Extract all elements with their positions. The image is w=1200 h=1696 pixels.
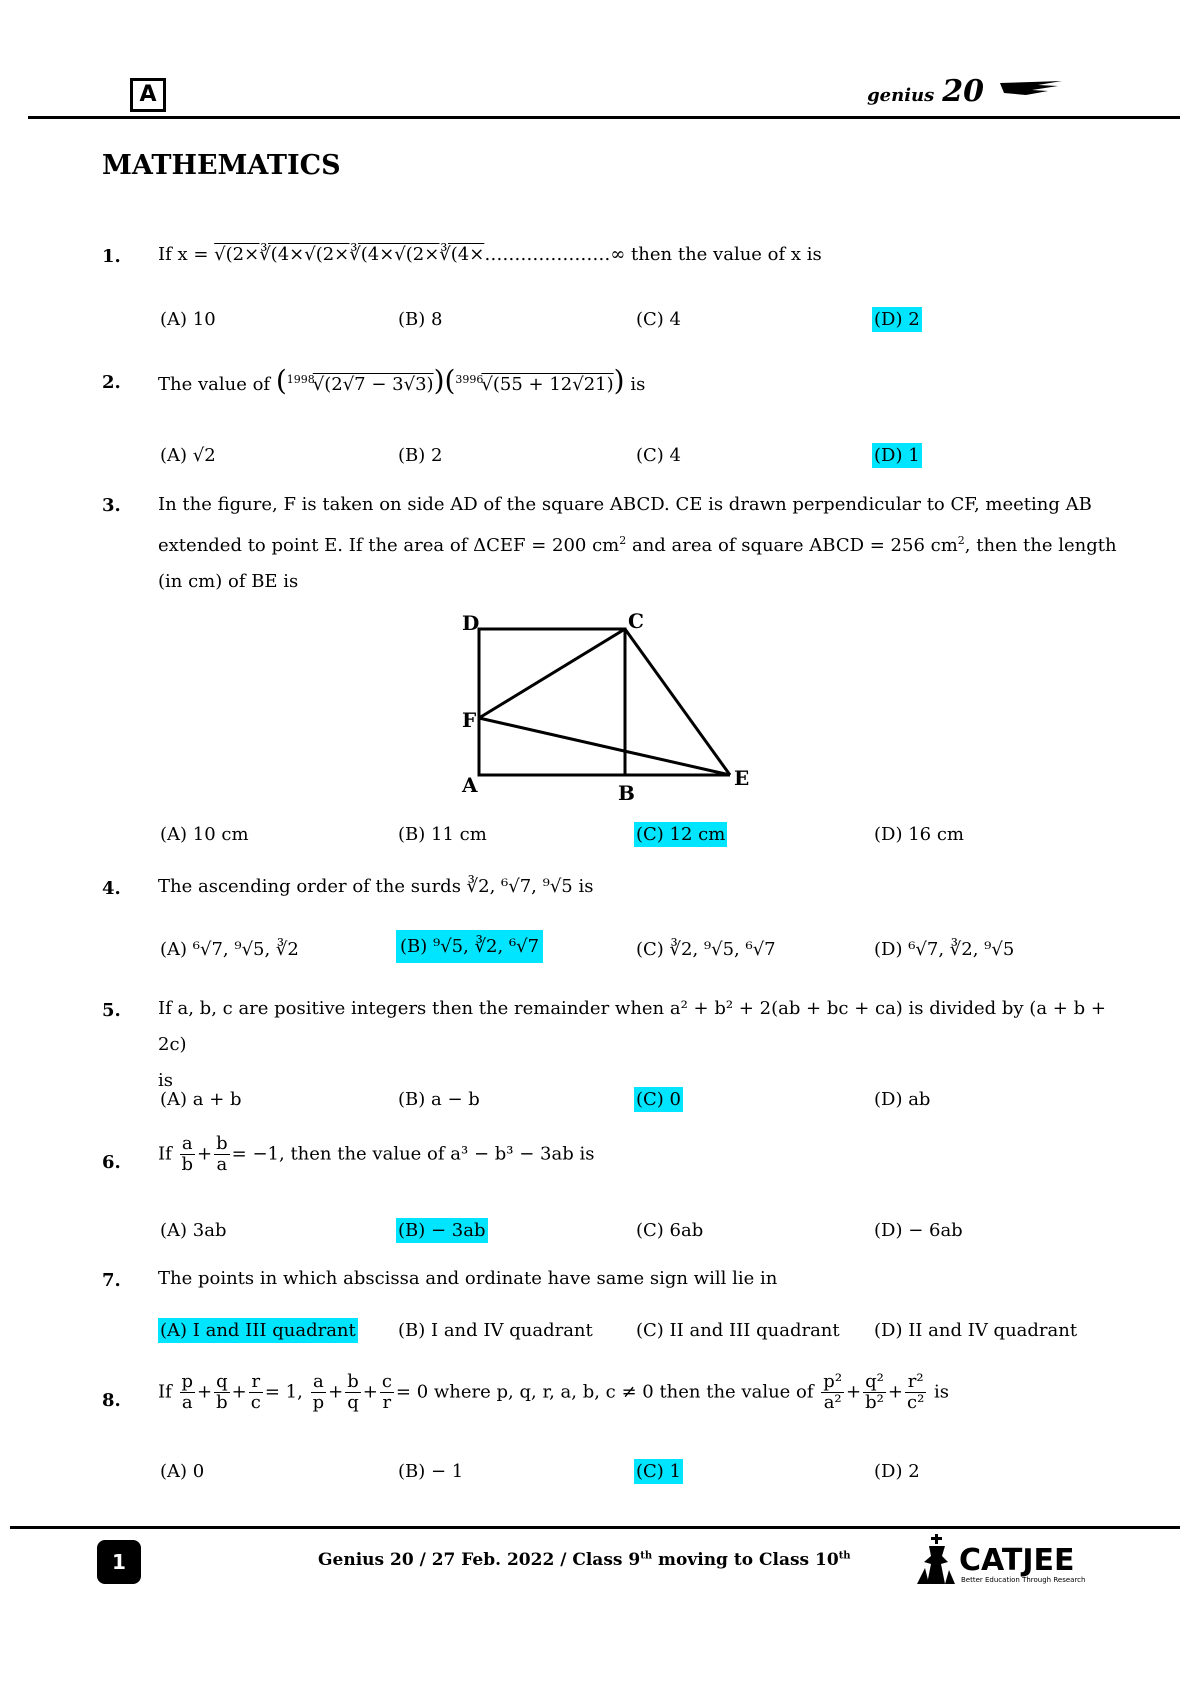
question-6-text (158, 1134, 1118, 1175)
logo-text: CATJEE (959, 1543, 1075, 1578)
q8-frac-a-p (311, 1372, 327, 1413)
q3-option-b[interactable]: (B) 11 cm (398, 824, 487, 845)
q8-f1t: p (181, 1371, 194, 1392)
q8-h2b: b² (865, 1391, 884, 1413)
q6-option-b[interactable]: (B) − 3ab (398, 1220, 486, 1241)
q4-option-c[interactable]: (C) ∛2, ⁹√5, ⁶√7 (636, 939, 776, 960)
q3-l2d: 2 (957, 534, 965, 547)
footer-text-a: Genius 20 / 27 Feb. 2022 / Class 9 (318, 1550, 641, 1570)
q7-option-d[interactable]: (D) II and IV quadrant (874, 1320, 1078, 1341)
q4-option-b[interactable]: (B) ⁹√5, ∛2, ⁶√7 (396, 930, 543, 963)
footer-sup-2: th (838, 1550, 851, 1562)
q6-fb-bot: a (216, 1153, 228, 1175)
question-4-number: 4. (102, 878, 121, 899)
question-1-number: 1. (102, 246, 121, 267)
q6-pre: If (158, 1143, 178, 1165)
question-7-number: 7. (102, 1270, 121, 1291)
question-8-number: 8. (102, 1390, 121, 1411)
q8-f2t: q (216, 1371, 228, 1392)
q8-pre: If (158, 1381, 178, 1403)
q6-post: = −1, then the value of a³ − b³ − 3ab is (231, 1143, 595, 1165)
q8-g3t: c (381, 1371, 392, 1392)
q8-frac-r-c (249, 1372, 263, 1413)
footer-sup-1: th (640, 1550, 653, 1562)
question-2-text (158, 362, 1118, 403)
catjee-logo (915, 1530, 1105, 1590)
q4-option-a[interactable]: (A) ⁶√7, ⁹√5, ∛2 (160, 939, 299, 960)
header-rule (28, 116, 1180, 119)
q3-l2e: , then the length (964, 535, 1117, 556)
q8-f3t: r (249, 1372, 263, 1393)
q5-line-2: is (158, 1070, 173, 1091)
q8-g1t: a (311, 1372, 327, 1393)
q8-frac-q-b (214, 1372, 230, 1413)
label-f: F (462, 708, 477, 732)
q8-g2t: b (347, 1371, 359, 1392)
q8-frac-r2-c2 (905, 1372, 926, 1413)
q8-f3b: c (250, 1391, 261, 1413)
q6-option-d[interactable]: (D) − 6ab (874, 1220, 963, 1241)
q8-h1b: a² (823, 1391, 842, 1413)
q5-option-d[interactable]: (D) ab (874, 1089, 931, 1110)
q3-line-2 (158, 523, 1118, 564)
question-4-text: The ascending order of the surds ∛2, ⁶√7, ⁹√5 is (158, 876, 594, 897)
subject-title: MATHEMATICS (102, 150, 341, 181)
q6-frac-b-over-a (214, 1134, 230, 1175)
q2-option-d[interactable]: (D) 1 (874, 445, 920, 466)
question-3-number: 3. (102, 495, 121, 516)
q2-paren-close: ) (613, 364, 625, 397)
q1-option-c[interactable]: (C) 4 (636, 309, 681, 330)
q8-post: is (934, 1381, 950, 1403)
set-badge: A (130, 78, 166, 112)
q8-frac-q2-b2 (863, 1372, 886, 1413)
footer-rule (10, 1526, 1180, 1529)
q8-h2t: q² (865, 1371, 884, 1392)
q1-option-d[interactable]: (D) 2 (874, 309, 920, 330)
label-e: E (734, 766, 750, 790)
square-figure (440, 600, 760, 810)
q8-h3t: r² (905, 1372, 926, 1393)
q6-fa-bot: b (181, 1153, 194, 1175)
page-number: 1 (97, 1540, 141, 1584)
question-7-text: The points in which abscissa and ordinate have same sign will lie in (158, 1268, 778, 1289)
q8-h1t: p² (823, 1371, 843, 1392)
q8-option-c[interactable]: (C) 1 (636, 1461, 681, 1482)
q1-radical: √(2×∛(4×√(2×∛(4×√(2×∛(4× (214, 244, 485, 265)
label-a: A (462, 773, 478, 797)
q2-option-c[interactable]: (C) 4 (636, 445, 681, 466)
q8-h3b: c² (906, 1391, 925, 1413)
q8-f2b: b (216, 1391, 228, 1413)
q2-pre: The value of (158, 374, 276, 395)
q3-l2b: 2 (619, 534, 627, 547)
label-d: D (462, 611, 480, 635)
q8-frac-p2-a2 (821, 1372, 844, 1413)
q2-radical-1: √(2√7 − 3√3) (312, 374, 434, 395)
q2-paren-open: ( (275, 364, 287, 397)
q2-paren-mid: )( (433, 364, 456, 397)
q8-frac-c-r (380, 1372, 394, 1413)
q8-g2b: q (347, 1391, 359, 1413)
q3-l2a: extended to point E. If the area of ΔCEF = 200 cm (158, 535, 620, 556)
genius-brand (867, 74, 1064, 109)
q5-option-c[interactable]: (C) 0 (636, 1089, 681, 1110)
q5-line-1: If a, b, c are positive integers then the remainder when a² + b² + 2(ab + bc + ca) is divided by (a + b + 2c) (158, 998, 1106, 1055)
q6-option-a[interactable]: (A) 3ab (160, 1220, 227, 1241)
q3-option-a[interactable]: (A) 10 cm (160, 824, 249, 845)
question-8-text: If $\frac{p}{a}$ + $\frac{q}{b}$ + $\frac{r}{c}$ = 1, $\frac{a}{p}$ + $\frac{b}{q}$ + $\frac{c}{r}$ = 0 where p, q, r, a, b, c ≠ 0 then the value of $\frac{\text{p²}}{\text{a²}}$ + $\frac{\text{q²}}{\text{b²}}$ + $\frac{\text{r²}}{\text{c²}}$ is (158, 1371, 950, 1413)
q2-option-a[interactable]: (A) √2 (160, 445, 216, 466)
q6-option-c[interactable]: (C) 6ab (636, 1220, 704, 1241)
question-5-text (158, 991, 1118, 1099)
q3-line-3: (in cm) of BE is (158, 571, 299, 592)
q8-frac-p-a (180, 1372, 196, 1413)
q7-option-b[interactable]: (B) I and IV quadrant (398, 1320, 593, 1341)
q7-option-c[interactable]: (C) II and III quadrant (636, 1320, 840, 1341)
q8-frac-b-q (345, 1372, 361, 1413)
q3-l2c: and area of square ABCD = 256 cm (626, 535, 958, 556)
q5-option-a[interactable]: (A) a + b (160, 1089, 242, 1110)
question-3-text (158, 487, 1118, 600)
q2-index-1: 1998 (286, 373, 315, 386)
q4-option-d[interactable]: (D) ⁶√7, ∛2, ⁹√5 (874, 939, 1015, 960)
q1-pre: If x = (158, 244, 215, 265)
q5-option-b[interactable]: (B) a − b (398, 1089, 480, 1110)
brand-word: genius (867, 85, 935, 106)
question-1-text (158, 237, 1118, 273)
question-2-number: 2. (102, 372, 121, 393)
brand-number: 20 (942, 74, 984, 109)
label-b: B (618, 781, 635, 805)
footer-text (318, 1550, 851, 1570)
q2-post: is (624, 374, 646, 395)
q7-option-a[interactable]: (A) I and III quadrant (160, 1320, 356, 1341)
footer-text-b: moving to Class 10 (652, 1550, 839, 1570)
question-6-number: 6. (102, 1152, 121, 1173)
q8-f1b: a (181, 1391, 193, 1413)
q1-option-a[interactable]: (A) 10 (160, 309, 216, 330)
q8-option-d[interactable]: (D) 2 (874, 1461, 920, 1482)
q2-option-b[interactable]: (B) 2 (398, 445, 443, 466)
q2-radical-2: √(55 + 12√21) (481, 374, 614, 395)
flag-icon (998, 79, 1064, 101)
label-c: C (628, 609, 644, 633)
q8-g3b: r (382, 1391, 392, 1413)
q6-fb-top: b (216, 1133, 228, 1154)
chess-king-icon (915, 1530, 1105, 1590)
question-5-number: 5. (102, 1000, 121, 1021)
q2-index-2: 3996 (455, 373, 484, 386)
q8-option-b[interactable]: (B) − 1 (398, 1461, 464, 1482)
q6-plus: + (197, 1143, 213, 1165)
q3-option-d[interactable]: (D) 16 cm (874, 824, 964, 845)
logo-tagline: Better Education Through Research (961, 1576, 1086, 1584)
q3-line-1: In the figure, F is taken on side AD of the square ABCD. CE is drawn perpendicular to CF, meeting AB (158, 494, 1092, 515)
q3-option-c[interactable]: (C) 12 cm (636, 824, 726, 845)
q8-eq1: = 1, (264, 1381, 303, 1403)
q1-tail: …………………∞ then the value of x is (484, 244, 822, 265)
q6-fa-top: a (180, 1134, 196, 1155)
q1-option-b[interactable]: (B) 8 (398, 309, 443, 330)
q8-option-a[interactable]: (A) 0 (160, 1461, 205, 1482)
q8-eq2: = 0 where p, q, r, a, b, c ≠ 0 then the value of (395, 1381, 814, 1403)
q8-g1b: p (312, 1391, 325, 1413)
q6-frac-a-over-b (180, 1134, 196, 1175)
